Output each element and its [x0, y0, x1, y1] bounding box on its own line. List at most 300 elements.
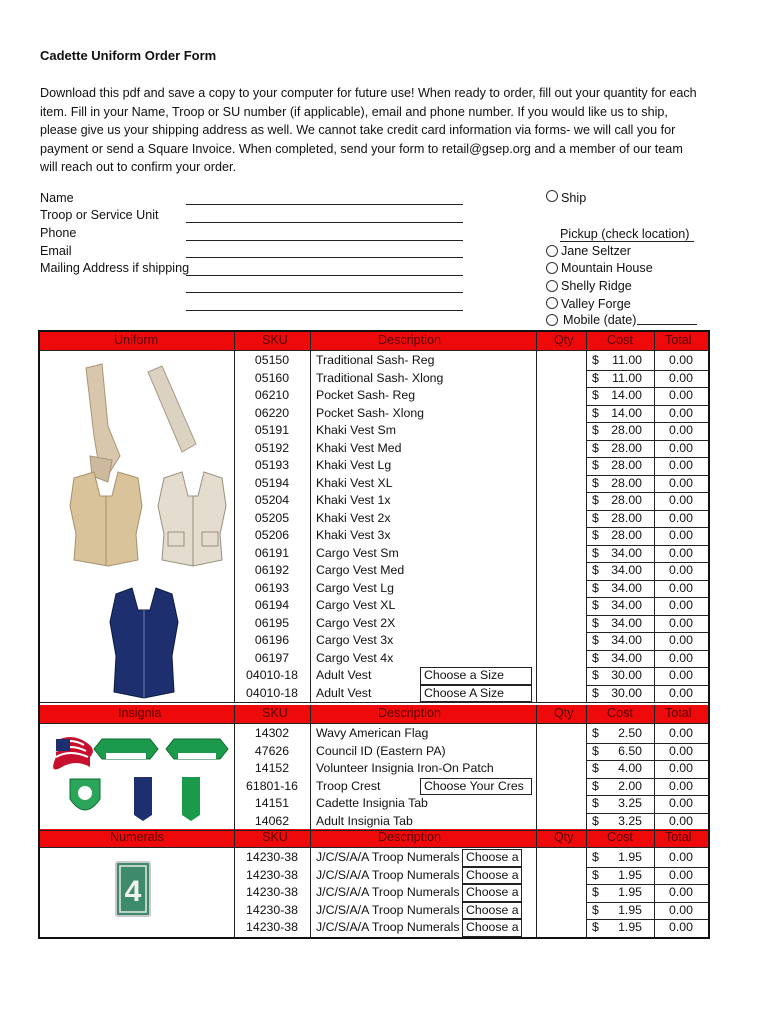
numeral-sample: 4 — [124, 875, 142, 908]
cost-cell: 14.00 — [611, 405, 642, 420]
currency-symbol: $ — [592, 458, 599, 472]
grid-line — [310, 332, 311, 702]
qty-input[interactable] — [538, 387, 586, 405]
total-cell: 0.00 — [669, 405, 693, 420]
cost-cell: 14.00 — [611, 388, 642, 402]
total-cell: 0.00 — [669, 370, 693, 385]
troop-label: Troop or Service Unit — [40, 208, 159, 222]
description-cell: Cargo Vest Med — [316, 563, 405, 577]
total-cell: 0.00 — [669, 440, 693, 455]
grid-line — [586, 440, 708, 441]
qty-input[interactable] — [538, 813, 586, 831]
sku-cell: 06191 — [254, 545, 290, 560]
total-cell: 0.00 — [669, 353, 693, 367]
email-label: Email — [40, 244, 72, 258]
grid-line — [586, 743, 708, 744]
table-row — [234, 615, 708, 633]
mobile-date-field[interactable] — [637, 324, 697, 325]
grid-line — [586, 422, 708, 423]
uniform-sku-header: SKU — [262, 333, 288, 347]
currency-symbol: $ — [592, 778, 599, 793]
currency-symbol: $ — [592, 423, 599, 437]
currency-symbol: $ — [592, 761, 599, 775]
currency-symbol: $ — [592, 850, 599, 864]
uniform-desc-header: Description — [378, 333, 441, 347]
size-dropdown-label: Choose a — [466, 885, 519, 899]
qty-input[interactable] — [538, 597, 586, 615]
volunteer-insignia-icon — [166, 739, 228, 759]
grid-line — [586, 527, 708, 528]
size-dropdown-label: Choose a Size — [424, 668, 504, 682]
address-field-1[interactable] — [186, 275, 463, 276]
qty-input[interactable] — [538, 650, 586, 668]
description-cell: Troop Crest — [316, 778, 381, 793]
cost-cell: 11.00 — [612, 353, 642, 367]
valley-forge-label: Valley Forge — [561, 297, 631, 311]
cost-cell: 1.95 — [618, 867, 642, 882]
total-cell: 0.00 — [669, 778, 693, 793]
total-cell: 0.00 — [669, 650, 693, 665]
description-cell: Khaki Vest 1x — [316, 493, 391, 507]
description-cell: J/C/S/A/A Troop Numerals — [316, 885, 460, 899]
qty-input[interactable] — [538, 475, 586, 493]
grid-line — [586, 562, 708, 563]
sku-cell: 06210 — [254, 388, 290, 402]
qty-input[interactable] — [538, 725, 586, 743]
description-cell: Khaki Vest 3x — [316, 528, 391, 542]
currency-symbol: $ — [592, 388, 599, 402]
sku-cell: 04010-18 — [246, 685, 298, 700]
size-dropdown-label: Choose a — [466, 920, 519, 934]
jane-seltzer-label: Jane Seltzer — [561, 244, 632, 258]
grid-line — [654, 705, 655, 830]
currency-symbol: $ — [592, 650, 599, 665]
total-cell: 0.00 — [669, 545, 693, 560]
qty-input[interactable] — [538, 902, 586, 920]
qty-input[interactable] — [538, 352, 586, 370]
description-cell: Traditional Sash- Reg — [316, 353, 435, 367]
grid-line — [40, 350, 708, 351]
uniform-images — [50, 356, 230, 706]
sku-cell: 06193 — [254, 580, 290, 595]
sku-cell: 05194 — [254, 475, 290, 490]
uniform-qty-header: Qty — [554, 333, 574, 347]
description-cell: Adult Vest — [316, 685, 372, 700]
grid-line — [654, 829, 655, 937]
qty-input[interactable] — [538, 457, 586, 475]
sku-cell: 04010-18 — [246, 668, 298, 682]
cargo-vest-icon — [158, 472, 226, 566]
sku-cell: 47626 — [254, 743, 290, 758]
total-cell: 0.00 — [669, 528, 693, 542]
size-dropdown-label: Choose Your Cres — [424, 778, 524, 793]
grid-line — [586, 705, 587, 830]
table-row — [234, 527, 708, 545]
cost-cell: 34.00 — [611, 615, 642, 630]
insignia-qty-header: Qty — [554, 706, 574, 720]
currency-symbol: $ — [592, 726, 599, 740]
currency-symbol: $ — [592, 440, 599, 455]
description-cell: Khaki Vest Lg — [316, 458, 392, 472]
table-row — [234, 813, 708, 831]
currency-symbol: $ — [592, 920, 599, 934]
total-cell: 0.00 — [669, 668, 693, 682]
cost-cell: 28.00 — [611, 458, 642, 472]
grid-line — [310, 705, 311, 830]
total-cell: 0.00 — [669, 902, 693, 917]
grid-line — [586, 667, 708, 668]
grid-line — [586, 580, 708, 581]
total-cell: 0.00 — [669, 920, 693, 934]
table-row — [234, 902, 708, 920]
sku-cell: 14302 — [254, 726, 290, 740]
total-cell: 0.00 — [669, 458, 693, 472]
cost-cell: 34.00 — [611, 545, 642, 560]
table-row — [234, 352, 708, 370]
grid-line — [586, 902, 708, 903]
qty-input[interactable] — [538, 405, 586, 423]
qty-input[interactable] — [538, 440, 586, 458]
total-cell: 0.00 — [669, 885, 693, 899]
currency-symbol: $ — [592, 563, 599, 577]
description-cell: Volunteer Insignia Iron-On Patch — [316, 761, 494, 775]
total-cell: 0.00 — [669, 563, 693, 577]
valley-forge-radio[interactable] — [546, 297, 558, 309]
numerals-desc-header: Description — [378, 830, 441, 844]
currency-symbol: $ — [592, 796, 599, 810]
mountain-house-radio[interactable] — [546, 262, 558, 274]
sku-cell: 14230-38 — [246, 850, 298, 864]
description-cell: J/C/S/A/A Troop Numerals — [316, 867, 460, 882]
table-row — [234, 650, 708, 668]
grid-line — [586, 884, 708, 885]
sku-cell: 14230-38 — [246, 867, 298, 882]
total-cell: 0.00 — [669, 796, 693, 810]
description-cell: J/C/S/A/A Troop Numerals — [316, 902, 460, 917]
insignia-images — [50, 727, 230, 827]
qty-input[interactable] — [538, 580, 586, 598]
troop-field[interactable] — [186, 222, 463, 223]
sku-cell: 14152 — [254, 761, 290, 775]
mountain-house-label: Mountain House — [561, 261, 653, 275]
description-cell: Traditional Sash- Xlong — [316, 370, 444, 385]
sku-cell: 14230-38 — [246, 902, 298, 917]
description-cell: Adult Insignia Tab — [316, 813, 413, 828]
sku-cell: 06220 — [254, 405, 290, 420]
grid-line — [586, 778, 708, 779]
numerals-sku-header: SKU — [262, 830, 288, 844]
currency-symbol: $ — [592, 370, 599, 385]
description-cell: Khaki Vest Sm — [316, 423, 396, 437]
currency-symbol: $ — [592, 743, 599, 758]
description-cell: Adult Vest — [316, 668, 372, 682]
cost-cell: 28.00 — [611, 493, 642, 507]
insignia-header — [40, 705, 708, 723]
qty-input[interactable] — [538, 667, 586, 685]
adult-tab-icon — [182, 777, 200, 821]
cost-cell: 28.00 — [611, 440, 642, 455]
qty-input[interactable] — [538, 919, 586, 937]
insignia-section-title: Insignia — [118, 706, 162, 720]
cost-cell: 3.25 — [618, 813, 642, 828]
name-field[interactable] — [186, 204, 463, 205]
cost-cell: 28.00 — [611, 423, 642, 437]
insignia-cost-header: Cost — [607, 706, 633, 720]
qty-input[interactable] — [538, 743, 586, 761]
sash-icon — [86, 364, 120, 482]
currency-symbol: $ — [592, 598, 599, 612]
sku-cell: 05205 — [254, 510, 290, 525]
description-cell: Khaki Vest Med — [316, 440, 402, 455]
cost-cell: 4.00 — [618, 761, 642, 775]
sku-cell: 14151 — [254, 796, 290, 810]
qty-input[interactable] — [538, 884, 586, 902]
address-label: Mailing Address if shipping — [40, 261, 190, 275]
description-cell: Khaki Vest XL — [316, 475, 393, 490]
size-dropdown-label: Choose a — [466, 867, 519, 882]
khaki-vest-icon — [70, 472, 142, 566]
table-row — [234, 387, 708, 405]
name-label: Name — [40, 191, 74, 205]
numerals-header — [40, 829, 708, 847]
currency-symbol: $ — [592, 885, 599, 899]
grid-line — [586, 597, 708, 598]
table-row — [234, 597, 708, 615]
table-row — [234, 919, 708, 937]
sku-cell: 14230-38 — [246, 920, 298, 934]
qty-input[interactable] — [538, 562, 586, 580]
adult-vest-icon — [110, 588, 178, 698]
description-cell: Cargo Vest 4x — [316, 650, 394, 665]
table-row — [234, 725, 708, 743]
grid-line — [586, 760, 708, 761]
qty-input[interactable] — [538, 760, 586, 778]
table-row — [234, 632, 708, 650]
email-field[interactable] — [186, 257, 463, 258]
total-cell: 0.00 — [669, 493, 693, 507]
grid-line — [586, 492, 708, 493]
address-field-2[interactable] — [186, 292, 463, 293]
mobile-radio[interactable] — [546, 314, 558, 326]
size-dropdown-label: Choose a — [466, 902, 519, 917]
total-cell: 0.00 — [669, 475, 693, 490]
currency-symbol: $ — [592, 685, 599, 700]
table-row — [234, 867, 708, 885]
description-cell: Cargo Vest 3x — [316, 633, 394, 647]
total-cell: 0.00 — [669, 867, 693, 882]
total-cell: 0.00 — [669, 813, 693, 828]
sku-cell: 14062 — [254, 813, 290, 828]
grid-line — [536, 332, 537, 702]
table-row — [234, 405, 708, 423]
grid-line — [586, 545, 708, 546]
cost-cell: 34.00 — [611, 650, 642, 665]
grid-line — [234, 829, 235, 937]
insignia-desc-header: Description — [378, 706, 441, 720]
numeral-patch-icon — [115, 861, 151, 917]
uniform-section-title: Uniform — [114, 333, 159, 347]
currency-symbol: $ — [592, 668, 599, 682]
currency-symbol: $ — [592, 528, 599, 542]
table-row — [234, 457, 708, 475]
qty-input[interactable] — [538, 849, 586, 867]
uniform-cost-header: Cost — [607, 333, 633, 347]
qty-input[interactable] — [538, 510, 586, 528]
table-row — [234, 778, 708, 796]
grid-line — [586, 510, 708, 511]
numerals-cost-header: Cost — [607, 830, 633, 844]
grid-line — [234, 332, 235, 702]
qty-input[interactable] — [538, 867, 586, 885]
qty-input[interactable] — [538, 422, 586, 440]
cadette-tab-icon — [134, 777, 152, 821]
mobile-label: Mobile (date) — [563, 313, 637, 327]
jane-seltzer-radio[interactable] — [546, 245, 558, 257]
shelly-ridge-label: Shelly Ridge — [561, 279, 632, 293]
cost-cell: 28.00 — [611, 510, 642, 525]
qty-input[interactable] — [538, 370, 586, 388]
qty-input[interactable] — [538, 527, 586, 545]
description-cell: Wavy American Flag — [316, 726, 429, 740]
order-table — [38, 330, 710, 939]
grid-line — [40, 830, 708, 831]
cost-cell: 34.00 — [611, 598, 642, 612]
grid-line — [586, 632, 708, 633]
description-cell: Cadette Insignia Tab — [316, 796, 428, 810]
sku-cell: 05150 — [254, 353, 290, 367]
table-row — [234, 667, 708, 685]
total-cell: 0.00 — [669, 388, 693, 402]
sku-cell: 14230-38 — [246, 885, 298, 899]
ship-radio[interactable] — [546, 190, 558, 202]
qty-input[interactable] — [538, 615, 586, 633]
grid-line — [586, 795, 708, 796]
uniform-header — [40, 332, 708, 350]
currency-symbol: $ — [592, 353, 599, 367]
table-row — [234, 795, 708, 813]
sku-cell: 06196 — [254, 633, 290, 647]
grid-line — [40, 723, 708, 724]
sku-cell: 05191 — [254, 423, 290, 437]
cost-cell: 11.00 — [612, 370, 642, 385]
qty-input[interactable] — [538, 685, 586, 703]
total-cell: 0.00 — [669, 598, 693, 612]
currency-symbol: $ — [592, 902, 599, 917]
description-cell: Khaki Vest 2x — [316, 510, 391, 525]
qty-input[interactable] — [538, 778, 586, 796]
description-cell: Cargo Vest Lg — [316, 580, 394, 595]
table-row — [234, 370, 708, 388]
grid-line — [536, 829, 537, 937]
cost-cell: 6.50 — [618, 743, 642, 758]
currency-symbol: $ — [592, 813, 599, 828]
pickup-title: Pickup (check location) — [560, 227, 694, 242]
cost-cell: 28.00 — [611, 475, 642, 490]
cost-cell: 1.95 — [618, 850, 642, 864]
numerals-total-header: Total — [665, 830, 692, 844]
table-row — [234, 685, 708, 703]
phone-label: Phone — [40, 226, 77, 240]
cost-cell: 2.00 — [618, 778, 642, 793]
phone-field[interactable] — [186, 240, 463, 241]
qty-input[interactable] — [538, 795, 586, 813]
cost-cell: 1.95 — [618, 920, 642, 934]
currency-symbol: $ — [592, 545, 599, 560]
numerals-qty-header: Qty — [554, 830, 574, 844]
address-field-3[interactable] — [186, 310, 463, 311]
sku-cell: 05206 — [254, 528, 290, 542]
description-cell: Pocket Sash- Reg — [316, 388, 416, 402]
table-row — [234, 884, 708, 902]
grid-line — [40, 937, 708, 938]
cost-cell: 28.00 — [611, 528, 642, 542]
size-dropdown-label: Choose A Size — [424, 685, 504, 700]
description-cell: Cargo Vest XL — [316, 598, 396, 612]
form-title: Cadette Uniform Order Form — [40, 48, 217, 63]
total-cell: 0.00 — [669, 423, 693, 437]
grid-line — [586, 919, 708, 920]
grid-line — [586, 829, 587, 937]
grid-line — [586, 457, 708, 458]
sku-cell: 05204 — [254, 493, 290, 507]
qty-input[interactable] — [538, 545, 586, 563]
grid-line — [586, 370, 708, 371]
description-cell: J/C/S/A/A Troop Numerals — [316, 850, 460, 864]
cost-cell: 3.25 — [618, 796, 642, 810]
sku-cell: 06195 — [254, 615, 290, 630]
total-cell: 0.00 — [669, 615, 693, 630]
currency-symbol: $ — [592, 580, 599, 595]
cost-cell: 30.00 — [611, 668, 642, 682]
sku-cell: 05193 — [254, 458, 290, 472]
total-cell: 0.00 — [669, 580, 693, 595]
ship-label: Ship — [561, 191, 587, 205]
insignia-sku-header: SKU — [262, 706, 288, 720]
table-row — [234, 422, 708, 440]
cost-cell: 2.50 — [618, 726, 642, 740]
cost-cell: 34.00 — [611, 563, 642, 577]
cost-cell: 34.00 — [611, 580, 642, 595]
currency-symbol: $ — [592, 615, 599, 630]
uniform-total-header: Total — [665, 333, 692, 347]
grid-line — [586, 867, 708, 868]
american-flag-icon — [53, 737, 93, 769]
currency-symbol: $ — [592, 867, 599, 882]
sku-cell: 05160 — [254, 370, 290, 385]
grid-line — [234, 705, 235, 830]
currency-symbol: $ — [592, 510, 599, 525]
size-dropdown-label: Choose a — [466, 850, 519, 864]
table-row — [234, 492, 708, 510]
total-cell: 0.00 — [669, 850, 693, 864]
grid-line — [310, 829, 311, 937]
shelly-ridge-radio[interactable] — [546, 280, 558, 292]
table-row — [234, 580, 708, 598]
grid-line — [40, 847, 708, 848]
qty-input[interactable] — [538, 632, 586, 650]
total-cell: 0.00 — [669, 510, 693, 525]
sku-cell: 61801-16 — [246, 778, 298, 793]
table-row — [234, 475, 708, 493]
numerals-section-title: Numerals — [110, 830, 164, 844]
qty-input[interactable] — [538, 492, 586, 510]
cost-cell: 1.95 — [618, 902, 642, 917]
table-row — [234, 440, 708, 458]
currency-symbol: $ — [592, 475, 599, 490]
troop-crest-icon — [70, 779, 100, 810]
description-cell: J/C/S/A/A Troop Numerals — [316, 920, 460, 934]
sku-cell: 06194 — [254, 598, 290, 612]
